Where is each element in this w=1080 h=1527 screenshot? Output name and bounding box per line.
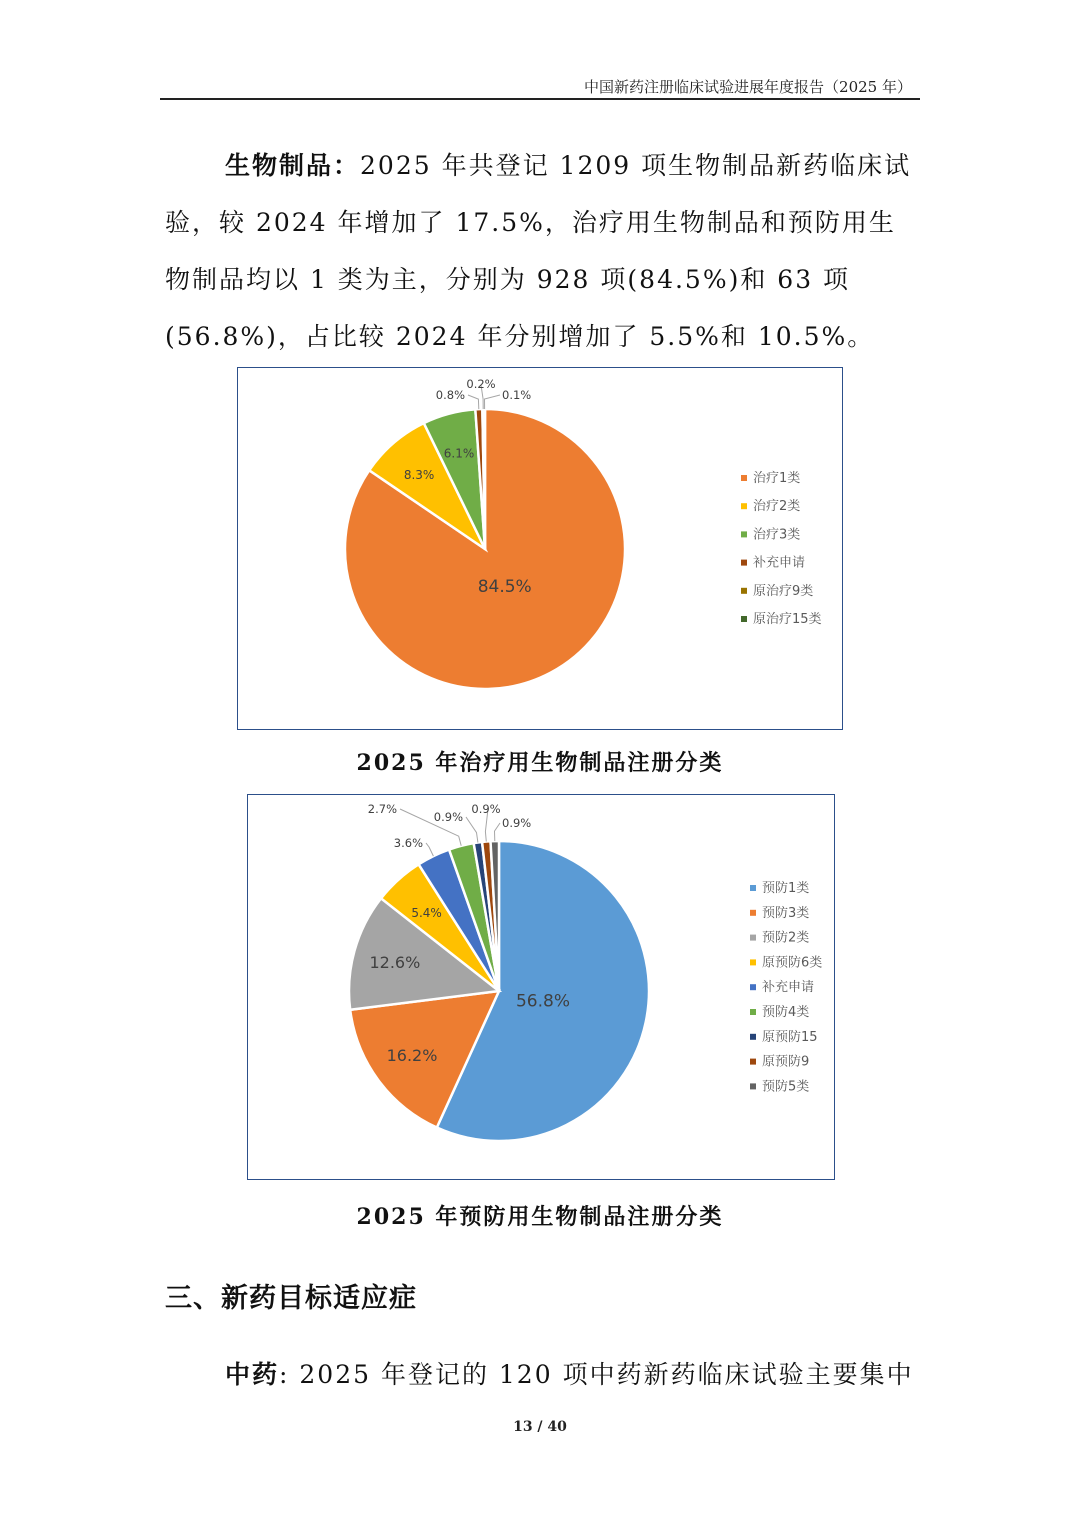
legend-entry: 原治疗15类 <box>753 612 822 627</box>
legend-swatch <box>750 984 756 990</box>
paragraph-body: : 2025 年登记的 120 项中药新药临床试验主要集中 <box>279 1360 914 1389</box>
slice-data-label: 3.6% <box>393 836 423 850</box>
legend-entry: 预防3类 <box>762 905 810 921</box>
legend-entry: 原预防6类 <box>762 955 823 971</box>
legend-swatch <box>750 910 756 916</box>
paragraph-tcm <box>165 1346 920 1403</box>
legend-swatch <box>750 1083 756 1089</box>
leader-line <box>495 823 501 841</box>
legend-swatch <box>750 885 756 891</box>
legend-swatch <box>750 959 756 965</box>
legend-entry: 补充申请 <box>762 980 815 996</box>
slice-data-label: 8.3% <box>403 467 435 482</box>
paragraph-lead: 生物制品： <box>225 151 361 180</box>
legend-swatch <box>741 588 747 594</box>
chart-therapeutic-biologics <box>237 367 843 730</box>
slice-data-label: 84.5% <box>477 577 532 598</box>
legend-entry: 原治疗9类 <box>753 583 814 599</box>
legend-swatch <box>741 616 747 622</box>
slice-data-label: 12.6% <box>369 953 421 973</box>
legend-entry: 补充申请 <box>753 555 806 571</box>
paragraph-body: 2025 年共登记 1209 项生物制品新药临床试验，较 2024 年增加了 17.5%，治疗用生物制品和预防用生物制品均以 1 类为主，分别为 928 项(84.5%)和 63 项(56.8%)，占比较 2024 年分别增加了 5.5%和 10.5%。 <box>165 151 912 351</box>
chart-caption-preventive: 2025 年预防用生物制品注册分类 <box>356 1204 724 1230</box>
leader-line <box>426 843 433 856</box>
legend-entry: 治疗3类 <box>753 527 801 543</box>
slice-data-label: 0.9% <box>433 810 463 824</box>
legend-entry: 预防4类 <box>762 1005 810 1020</box>
leader-line <box>468 395 479 409</box>
legend-swatch <box>741 531 747 537</box>
legend-entry: 治疗2类 <box>753 499 801 515</box>
legend-entry: 预防1类 <box>762 881 810 896</box>
legend-swatch <box>741 475 747 481</box>
legend-swatch <box>750 1009 756 1015</box>
pie-chart-therapeutic <box>238 368 842 729</box>
legend-entry: 预防5类 <box>762 1079 810 1095</box>
slice-data-label: 16.2% <box>386 1046 438 1065</box>
header-divider <box>160 98 920 100</box>
legend-entry: 原预防9 <box>762 1054 810 1070</box>
legend-entry: 预防2类 <box>762 930 810 946</box>
slice-data-label: 2.7% <box>367 802 397 816</box>
slice-data-label: 0.1% <box>502 388 532 402</box>
slice-data-label: 0.9% <box>502 816 532 830</box>
legend-swatch <box>750 935 756 941</box>
paragraph-lead: 中药 <box>225 1360 280 1389</box>
page-number: 13 / 40 <box>513 1419 567 1435</box>
slice-data-label: 5.4% <box>411 905 442 920</box>
section-heading: 三、新药目标适应症 <box>165 1283 417 1314</box>
legend-swatch <box>750 1034 756 1040</box>
slice-data-label: 0.2% <box>466 377 496 391</box>
pie-chart-preventive <box>248 795 834 1179</box>
slice-data-label: 6.1% <box>443 446 475 461</box>
leader-line <box>466 817 478 843</box>
pie-slice <box>484 409 485 549</box>
legend-swatch <box>741 503 747 509</box>
legend-swatch <box>750 1059 756 1065</box>
legend-entry: 治疗1类 <box>753 471 801 486</box>
running-header: 中国新药注册临床试验进展年度报告（2025 年） <box>584 78 912 96</box>
paragraph-biologics <box>165 137 920 365</box>
slice-data-label: 0.9% <box>471 802 501 816</box>
slice-data-label: 0.8% <box>435 388 465 402</box>
leader-line <box>485 395 501 409</box>
chart-preventive-biologics <box>247 794 835 1180</box>
legend-entry: 原预防15 <box>762 1029 818 1045</box>
legend-swatch <box>741 560 747 566</box>
slice-data-label: 56.8% <box>515 991 571 1012</box>
chart-caption-therapeutic: 2025 年治疗用生物制品注册分类 <box>356 750 724 776</box>
